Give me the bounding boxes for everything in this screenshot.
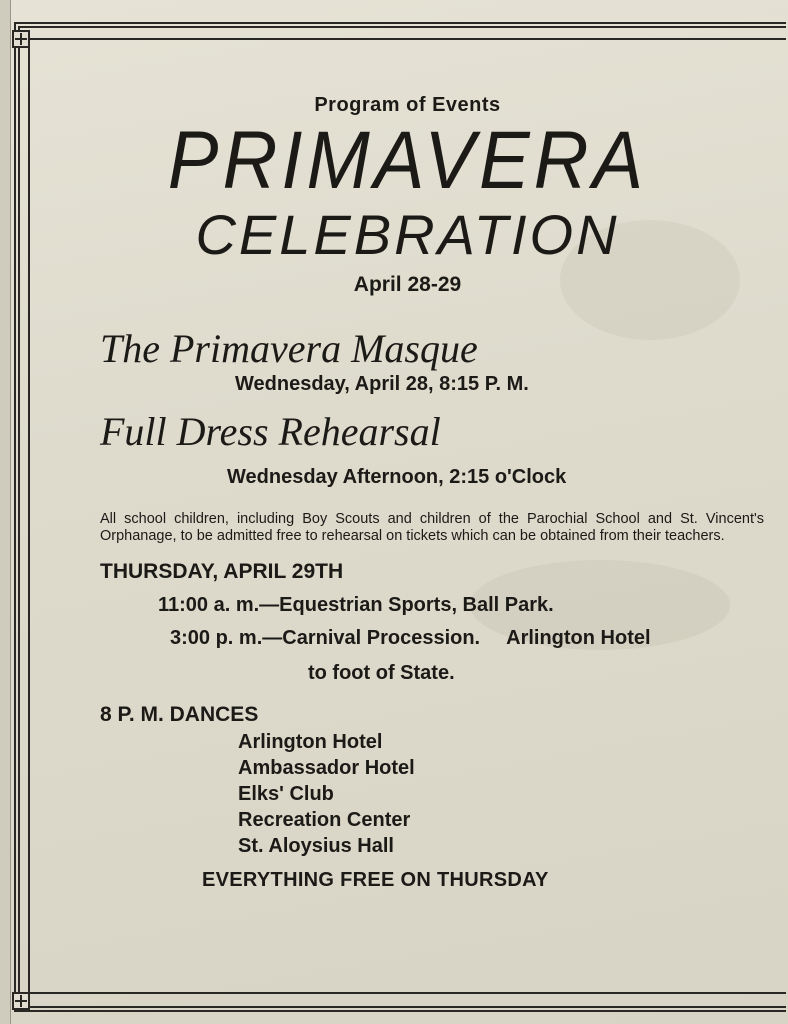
corner-ornament-icon <box>12 30 30 48</box>
corner-ornament-icon <box>12 992 30 1010</box>
dances-heading: 8 P. M. DANCES <box>100 702 259 726</box>
event-time-masque: Wednesday, April 28, 8:15 P. M. <box>235 373 529 395</box>
schedule-item-equestrian: 11:00 a. m.—Equestrian Sports, Ball Park. <box>158 593 554 616</box>
procession-time-label: 3:00 p. m.—Carnival Procession. <box>170 626 481 649</box>
list-item: St. Aloysius Hall <box>238 834 394 857</box>
adjacent-column-strip <box>0 0 11 1024</box>
schedule-item-procession <box>170 627 775 650</box>
free-thursday-footer: EVERYTHING FREE ON THURSDAY <box>202 868 549 891</box>
main-title-second-line: CELEBRATION <box>195 203 620 266</box>
event-title-rehearsal: Full Dress Rehearsal <box>100 409 441 454</box>
procession-start-location: Arlington Hotel <box>506 626 651 649</box>
list-item: Elks' Club <box>238 782 334 805</box>
event-title-masque: The Primavera Masque <box>100 326 478 371</box>
main-title: PRIMAVERA <box>167 114 648 207</box>
procession-end-location: to foot of State. <box>308 661 455 684</box>
list-item: Arlington Hotel <box>238 730 383 753</box>
event-time-rehearsal: Wednesday Afternoon, 2:15 o'Clock <box>227 466 567 488</box>
celebration-dates: April 28-29 <box>353 273 462 296</box>
list-item: Recreation Center <box>238 808 411 831</box>
program-subtitle: Program of Events <box>314 94 501 116</box>
list-item: Ambassador Hotel <box>238 756 415 779</box>
thursday-heading: THURSDAY, APRIL 29TH <box>100 559 344 583</box>
advertisement-content <box>40 80 775 892</box>
rehearsal-note: All school children, including Boy Scouts and children of the Parochial School and St. Vincent's Orphanage, to be admitted free to rehearsal on tickets which can be obtained from their teachers. <box>100 511 764 545</box>
dance-venues-list <box>238 729 775 859</box>
